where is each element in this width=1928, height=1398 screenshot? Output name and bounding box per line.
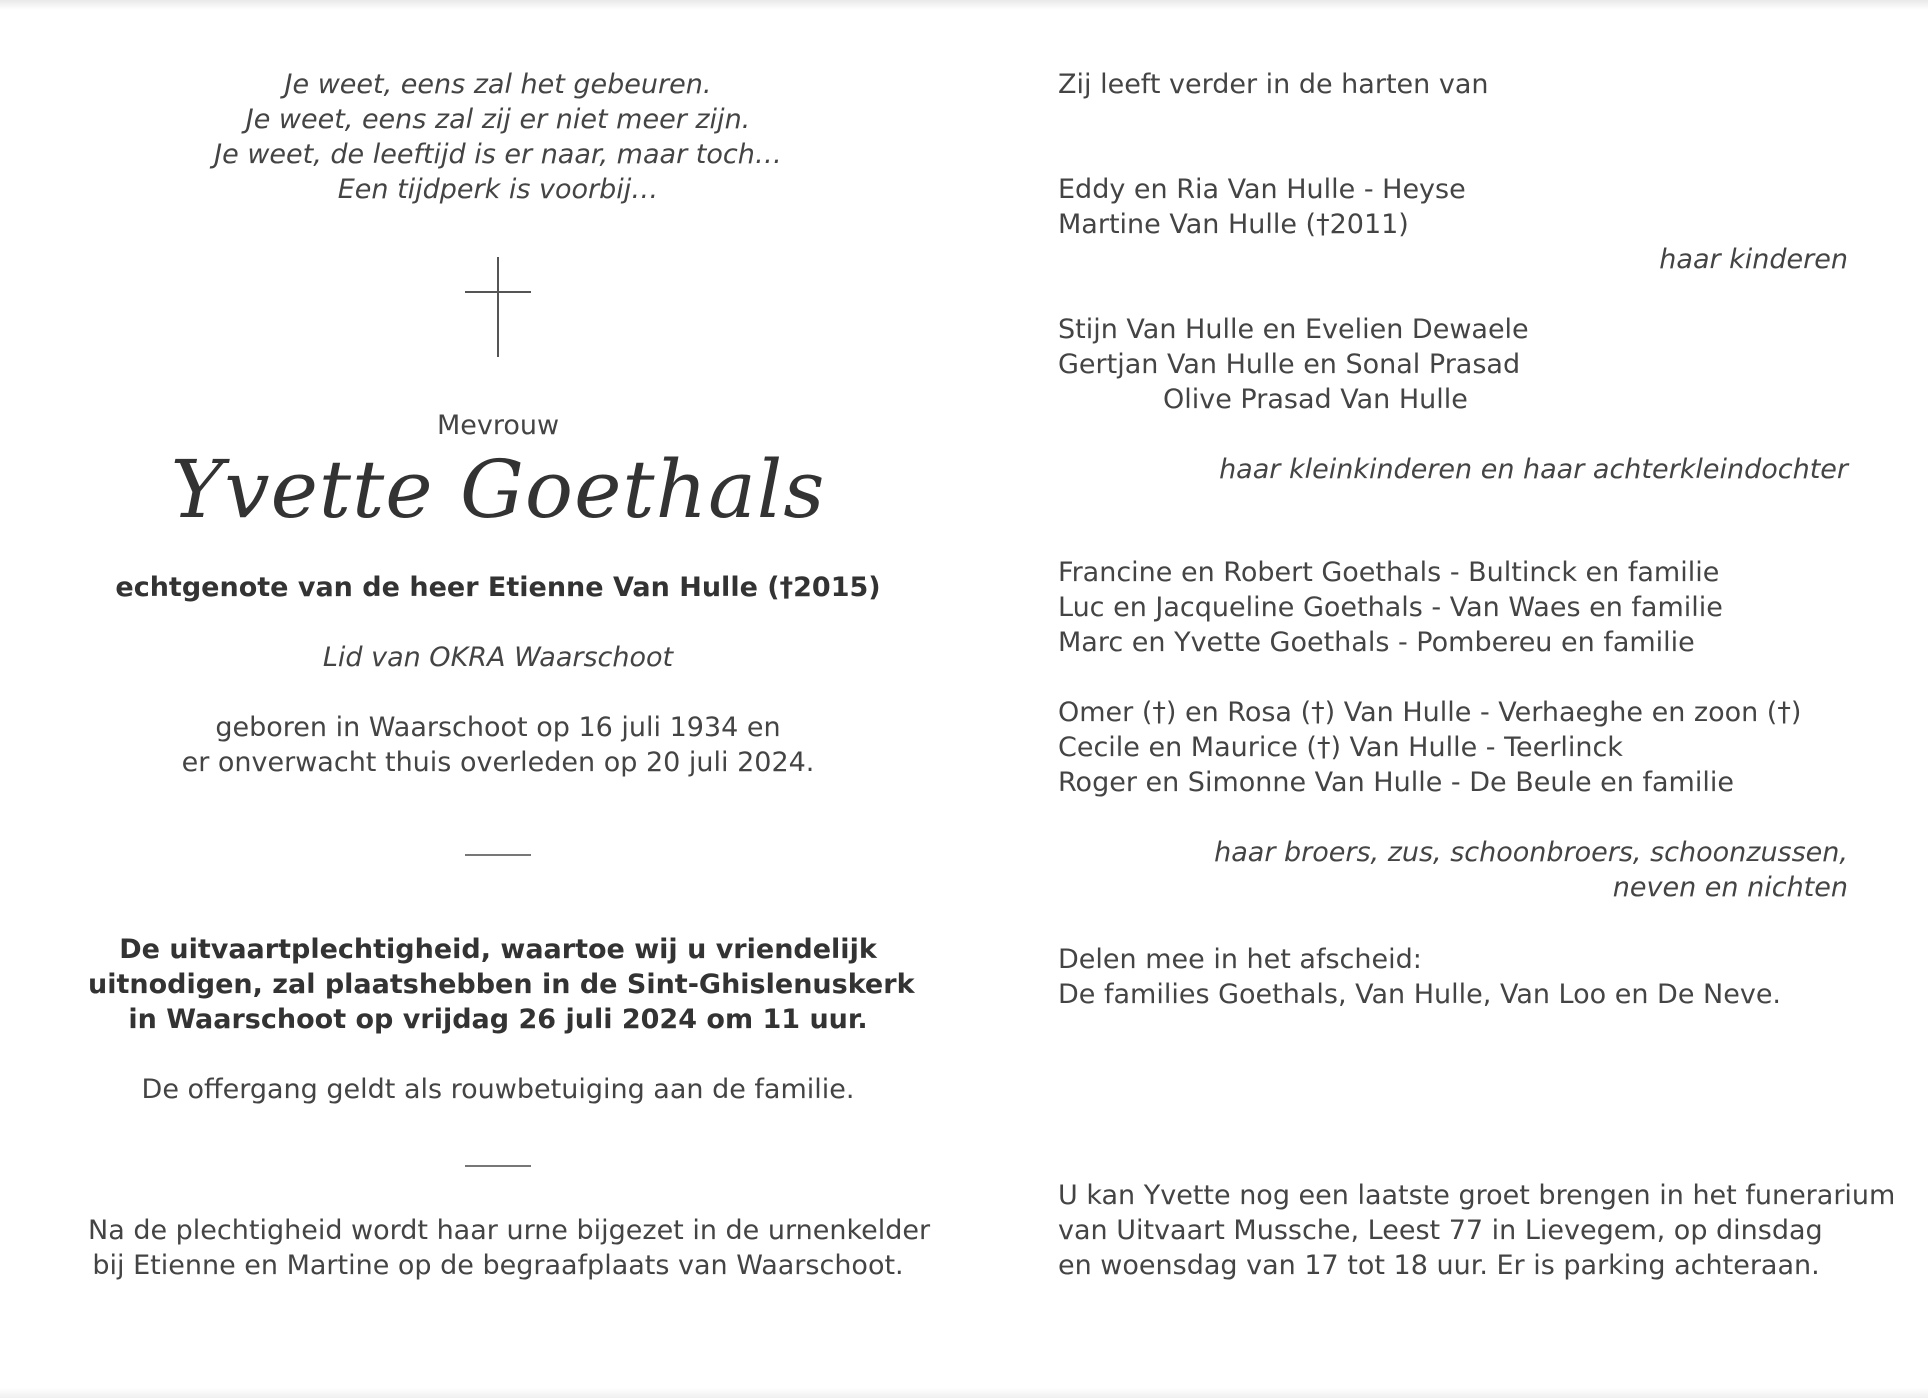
cross-icon bbox=[463, 257, 533, 357]
siblings-label-1: haar broers, zus, schoonbroers, schoonzussen, bbox=[1214, 837, 1848, 868]
death-line: er onverwacht thuis overleden op 20 juli 2024. bbox=[181, 747, 815, 778]
title-mevrouw: Mevrouw bbox=[436, 410, 560, 441]
poem-line-4: Een tijdperk is voorbij… bbox=[337, 174, 659, 205]
sibling-vanhulle-2: Cecile en Maurice (†) Van Hulle - Teerlinck bbox=[1058, 732, 1623, 763]
offering-line: De offergang geldt als rouwbetuiging aan de familie. bbox=[141, 1074, 855, 1105]
siblings-label-2: neven en nichten bbox=[1612, 872, 1848, 903]
ceremony-line-3: in Waarschoot op vrijdag 26 juli 2024 om 11 uur. bbox=[128, 1004, 868, 1035]
ceremony-line-2: uitnodigen, zal plaatshebben in de Sint-Ghislenuskerk bbox=[88, 969, 915, 1000]
spouse-line: echtgenote van de heer Etienne Van Hulle (†2015) bbox=[115, 572, 881, 603]
sibling-vanhulle-3: Roger en Simonne Van Hulle - De Beule en familie bbox=[1058, 767, 1734, 798]
poem-line-2: Je weet, eens zal zij er niet meer zijn. bbox=[245, 104, 751, 135]
divider-2 bbox=[465, 1165, 531, 1167]
ceremony-line-1: De uitvaartplechtigheid, waartoe wij u vriendelijk bbox=[119, 934, 877, 965]
sibling-goethals-3: Marc en Yvette Goethals - Pombereu en familie bbox=[1058, 627, 1695, 658]
share-families: De families Goethals, Van Hulle, Van Loo en De Neve. bbox=[1058, 979, 1782, 1010]
membership-line: Lid van OKRA Waarschoot bbox=[322, 642, 674, 673]
deceased-name: Yvette Goethals bbox=[170, 443, 826, 536]
child-2: Martine Van Hulle (†2011) bbox=[1058, 209, 1409, 240]
child-1: Eddy en Ria Van Hulle - Heyse bbox=[1058, 174, 1466, 205]
page-bottom-edge bbox=[0, 1388, 1928, 1398]
children-label: haar kinderen bbox=[1659, 244, 1848, 275]
birth-line: geboren in Waarschoot op 16 juli 1934 en bbox=[215, 712, 781, 743]
sibling-goethals-1: Francine en Robert Goethals - Bultinck en familie bbox=[1058, 557, 1720, 588]
poem-line-3: Je weet, de leeftijd is er naar, maar toch… bbox=[214, 139, 782, 170]
family-intro: Zij leeft verder in de harten van bbox=[1058, 69, 1489, 100]
sibling-goethals-2: Luc en Jacqueline Goethals - Van Waes en familie bbox=[1058, 592, 1723, 623]
poem-line-1: Je weet, eens zal het gebeuren. bbox=[284, 69, 712, 100]
sibling-vanhulle-1: Omer (†) en Rosa (†) Van Hulle - Verhaeghe en zoon (†) bbox=[1058, 697, 1802, 728]
visit-line-1: U kan Yvette nog een laatste groet brengen in het funerarium bbox=[1058, 1180, 1896, 1211]
visit-line-3: en woensdag van 17 tot 18 uur. Er is parking achteraan. bbox=[1058, 1250, 1820, 1281]
great-grandchild: Olive Prasad Van Hulle bbox=[1163, 384, 1468, 415]
grandchildren-label: haar kleinkinderen en haar achterkleindochter bbox=[1219, 454, 1848, 485]
grandchild-1: Stijn Van Hulle en Evelien Dewaele bbox=[1058, 314, 1529, 345]
burial-line-2: bij Etienne en Martine op de begraafplaats van Waarschoot. bbox=[92, 1250, 904, 1281]
visit-line-2: van Uitvaart Mussche, Leest 77 in Lievegem, op dinsdag bbox=[1058, 1215, 1823, 1246]
burial-line-1: Na de plechtigheid wordt haar urne bijgezet in de urnenkelder bbox=[88, 1215, 931, 1246]
divider-1 bbox=[465, 854, 531, 856]
page-top-edge bbox=[0, 0, 1928, 10]
grandchild-2: Gertjan Van Hulle en Sonal Prasad bbox=[1058, 349, 1521, 380]
share-intro: Delen mee in het afscheid: bbox=[1058, 944, 1422, 975]
